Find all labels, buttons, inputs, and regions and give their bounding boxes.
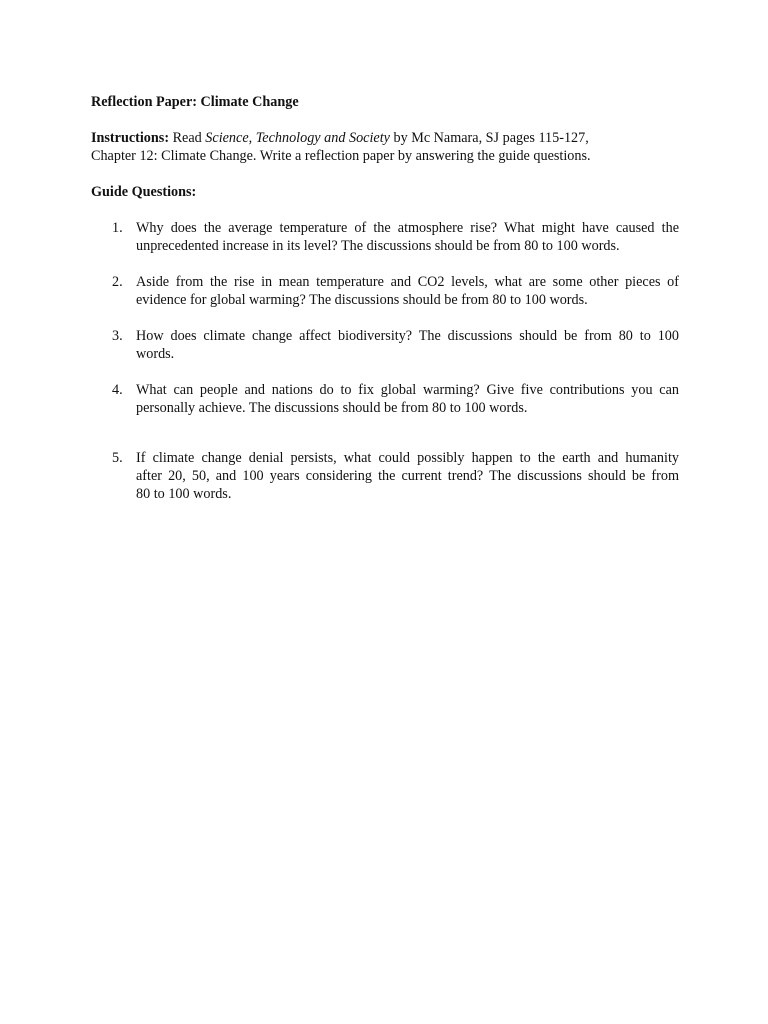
question-line: personally achieve. The discussions should be from 80 to 100 words. [136,400,528,416]
question-text [136,381,679,417]
question-number: 1. [112,220,123,236]
question-line: unprecedented increase in its level? The discussions should be from 80 to 100 words. [136,238,620,254]
question-number: 3. [112,328,123,344]
question-line: Why does the average temperature of the atmosphere rise? What might have caused the [136,220,679,236]
question-text [136,449,679,503]
question-line: How does climate change affect biodiversity? The discussions should be from 80 to 100 [136,328,679,344]
question-number: 5. [112,450,123,466]
document-title: Reflection Paper: Climate Change [91,94,299,110]
question-line: evidence for global warming? The discussions should be from 80 to 100 words. [136,292,588,308]
instructions-label: Instructions: [91,130,170,146]
instructions-line-2: Chapter 12: Climate Change. Write a reflection paper by answering the guide questions. [91,148,591,164]
instructions-post-text: by Mc Namara, SJ pages 115-127, [389,130,589,146]
question-text [136,219,679,255]
instructions-paragraph [91,129,691,165]
question-number: 2. [112,274,123,290]
question-line: 80 to 100 words. [136,486,232,502]
question-line: If climate change denial persists, what could possibly happen to the earth and humanity [136,450,679,466]
question-text [136,327,679,363]
question-number: 4. [112,382,123,398]
question-line: Aside from the rise in mean temperature and CO2 levels, what are some other pieces of [136,274,679,290]
question-line: words. [136,346,175,362]
question-line: after 20, 50, and 100 years considering the current trend? The discussions should be from [136,468,679,484]
book-title: Science, Technology and Society [205,130,390,146]
question-line: What can people and nations do to fix global warming? Give five contributions you can [136,382,679,398]
question-text [136,273,679,309]
instructions-pre-text: Read [169,130,206,146]
instructions-line-1 [91,129,691,147]
guide-questions-heading: Guide Questions: [91,184,197,200]
